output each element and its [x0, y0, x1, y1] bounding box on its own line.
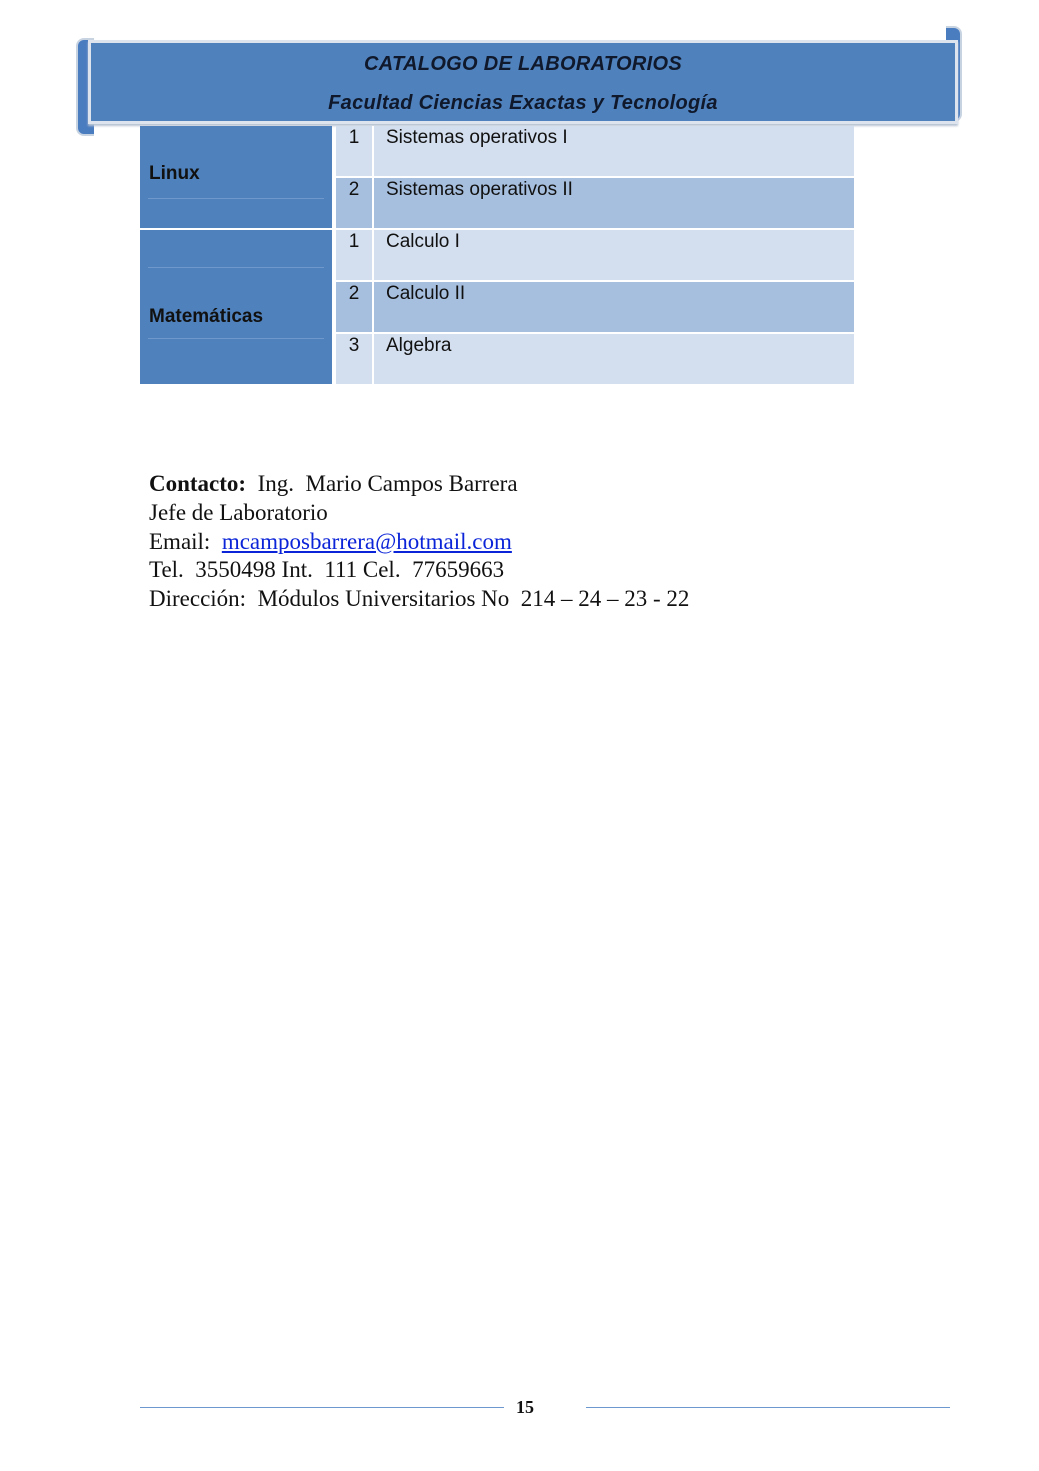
- table-row: [336, 282, 854, 334]
- group-label: Matemáticas: [149, 306, 264, 327]
- faculty-subtitle: Facultad Ciencias Exactas y Tecnología: [328, 92, 718, 114]
- contact-line: [149, 470, 689, 499]
- row-number: 1: [336, 126, 374, 176]
- row-number: 3: [336, 334, 374, 384]
- row-number: 2: [336, 282, 374, 332]
- cell-divider: [148, 198, 324, 199]
- row-number: 1: [336, 230, 374, 280]
- footer-rule-left: [140, 1407, 504, 1408]
- email-label: Email:: [149, 528, 222, 554]
- row-number: 2: [336, 178, 374, 228]
- banner-panel: [88, 40, 958, 124]
- subject-name: Calculo II: [386, 283, 466, 304]
- contact-label: Contacto:: [149, 471, 247, 496]
- table-row: [336, 178, 854, 230]
- cell-divider: [148, 267, 324, 268]
- page-number: 15: [516, 1397, 534, 1417]
- group-label-cell: [140, 126, 332, 230]
- subject-name: Calculo I: [386, 231, 460, 252]
- table-row: [336, 126, 854, 178]
- subject-name: Sistemas operativos I: [386, 127, 568, 148]
- subject-name: Algebra: [386, 335, 452, 356]
- address-line: Dirección: Módulos Universitarios No 214 – 24 – 23 - 22: [149, 586, 690, 612]
- table-row: [336, 334, 854, 386]
- laboratory-table: [140, 126, 854, 386]
- catalog-title: CATALOGO DE LABORATORIOS: [364, 53, 682, 75]
- group-label-cell: [140, 230, 332, 386]
- contact-role: Jefe de Laboratorio: [149, 499, 328, 525]
- group-matematicas: [140, 230, 854, 386]
- group-label: Linux: [149, 163, 200, 184]
- table-row: [336, 230, 854, 282]
- email-line: [149, 528, 689, 557]
- footer-rule-right: [586, 1407, 950, 1408]
- subject-name: Sistemas operativos II: [386, 179, 573, 200]
- contact-name: Ing. Mario Campos Barrera: [246, 471, 518, 496]
- header-banner: [76, 26, 962, 134]
- cell-divider: [148, 338, 324, 339]
- phone-line: Tel. 3550498 Int. 111 Cel. 77659663: [149, 557, 505, 583]
- email-link[interactable]: mcamposbarrera@hotmail.com: [221, 528, 512, 554]
- contact-block: [149, 470, 689, 614]
- group-linux: [140, 126, 854, 230]
